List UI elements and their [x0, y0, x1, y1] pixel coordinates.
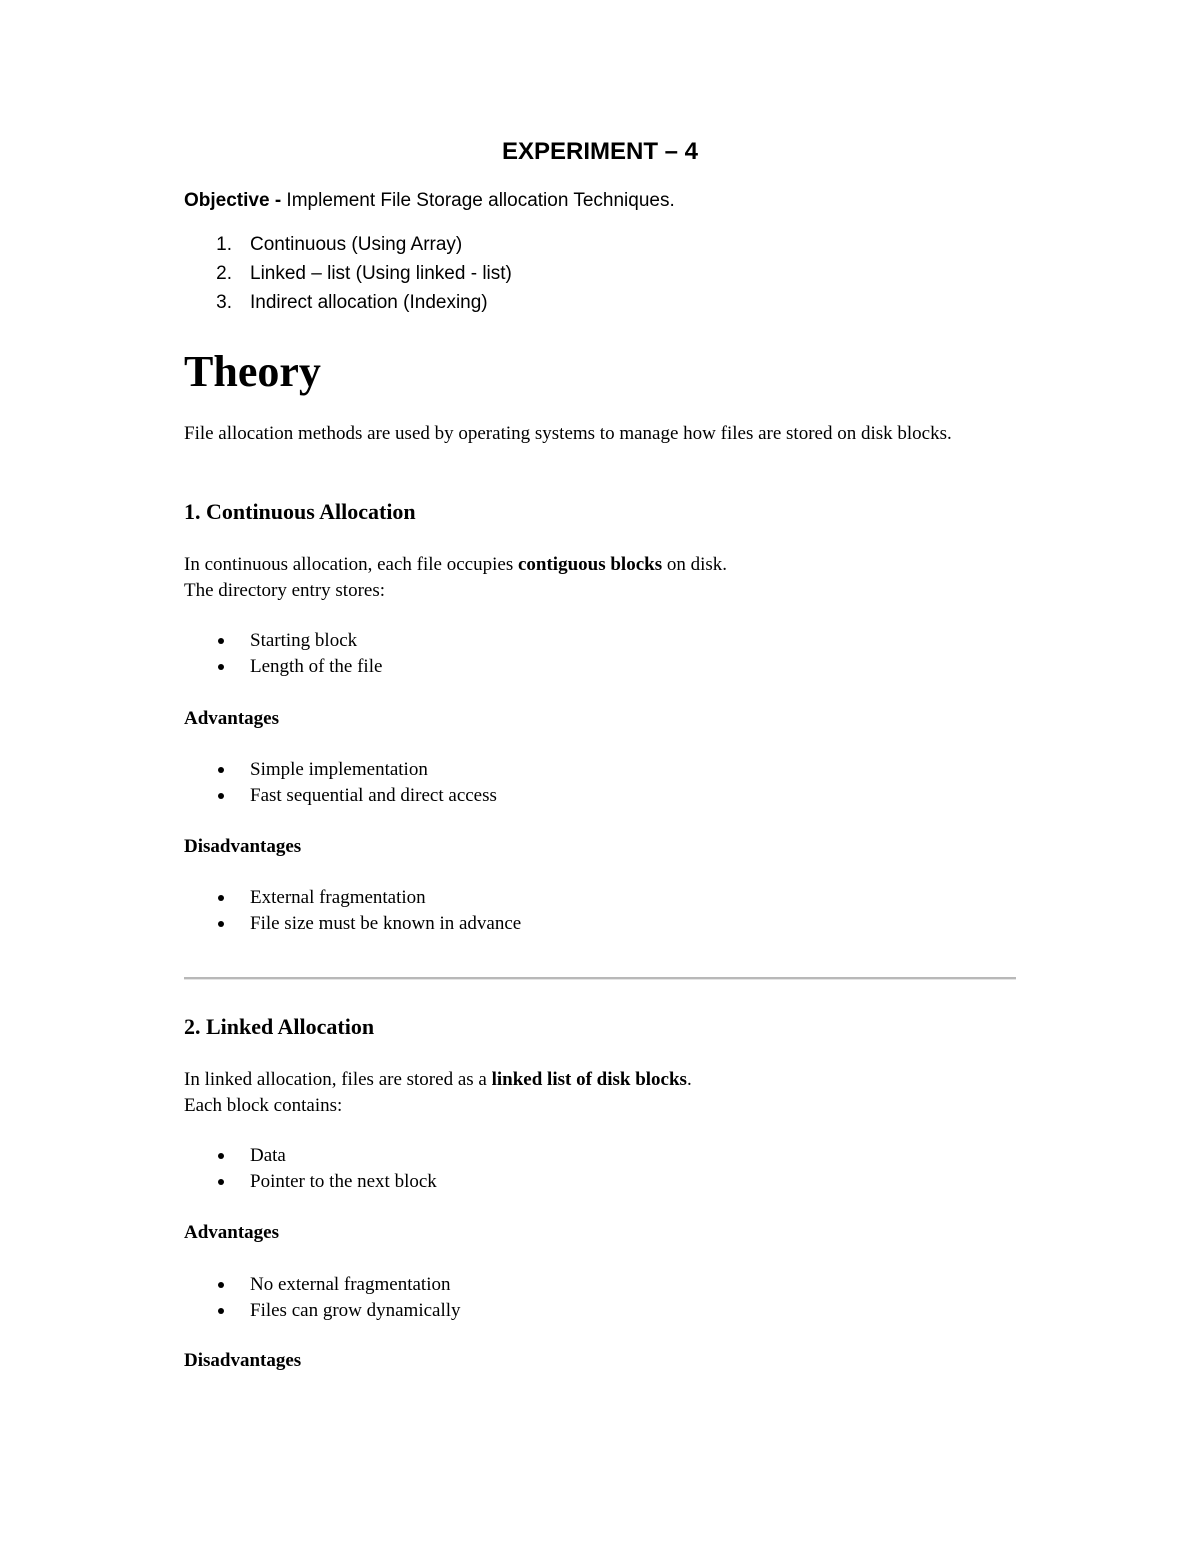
continuous-desc-end: on disk.: [662, 554, 728, 575]
linked-desc-text: In linked allocation, files are stored as a: [184, 1069, 492, 1090]
list-item-text: Simple implementation: [250, 759, 428, 780]
continuous-disadvantages-heading: Disadvantages: [184, 836, 302, 857]
continuous-desc-bold: contiguous blocks: [517, 554, 663, 575]
horizontal-divider: [184, 977, 1016, 979]
list-item-text: Continuous (Using Array): [250, 234, 463, 255]
list-item-text: Data: [250, 1145, 286, 1166]
bullet-icon: [218, 664, 224, 670]
list-item: [184, 757, 497, 783]
list-item: [184, 230, 512, 259]
list-item-text: Fast sequential and direct access: [250, 784, 497, 806]
continuous-heading: 1. Continuous Allocation: [184, 499, 416, 524]
list-item-text: External fragmentation: [250, 887, 426, 908]
linked-desc-end: .: [686, 1069, 692, 1090]
bullet-icon: [218, 1308, 224, 1314]
linked-disadvantages-heading: Disadvantages: [184, 1350, 302, 1371]
list-item: [184, 628, 382, 654]
list-item-text: Indirect allocation (Indexing): [250, 292, 488, 313]
linked-heading: 2. Linked Allocation: [184, 1014, 375, 1039]
bullet-icon: [218, 638, 224, 644]
continuous-desc-line2: The directory entry stores:: [184, 579, 386, 601]
objective-text: Implement File Storage allocation Techniques.: [281, 190, 675, 211]
bullet-icon: [218, 895, 224, 901]
linked-advantages-list: [184, 1272, 461, 1323]
list-item-text: Starting block: [250, 630, 358, 651]
list-item-text: Files can grow dynamically: [250, 1299, 461, 1321]
objective-label: Objective -: [184, 190, 282, 211]
list-item: [184, 1143, 437, 1169]
list-item-text: Length of the file: [250, 655, 383, 677]
list-number: 1.: [216, 234, 232, 255]
continuous-advantages-heading: Advantages: [184, 708, 280, 729]
list-item: [184, 1169, 437, 1195]
list-item: [184, 1298, 461, 1324]
techniques-list: [184, 230, 512, 317]
list-item: [184, 783, 497, 809]
continuous-description: [184, 552, 1024, 603]
page-title: EXPERIMENT – 4: [501, 138, 699, 165]
bullet-icon: [218, 921, 224, 927]
list-item: [184, 911, 521, 937]
list-item: [184, 288, 512, 317]
list-item: [184, 885, 521, 911]
list-item: [184, 654, 382, 680]
linked-description: [184, 1067, 1024, 1118]
continuous-disadvantages-list: [184, 885, 521, 936]
bullet-icon: [218, 1282, 224, 1288]
list-number: 2.: [216, 263, 232, 284]
continuous-entries-list: [184, 628, 382, 679]
bullet-icon: [218, 1179, 224, 1185]
theory-heading: Theory: [184, 347, 321, 396]
list-item: [184, 259, 512, 288]
list-item-text: Linked – list (Using linked - list): [250, 263, 512, 284]
linked-entries-list: [184, 1143, 437, 1194]
list-item-text: Pointer to the next block: [250, 1170, 437, 1192]
continuous-desc-text: In continuous allocation, each file occupies: [184, 554, 518, 575]
linked-desc-line2: Each block contains:: [184, 1094, 343, 1116]
bullet-icon: [218, 793, 224, 799]
bullet-icon: [218, 1153, 224, 1159]
list-item-text: File size must be known in advance: [250, 912, 522, 934]
list-item: [184, 1272, 461, 1298]
continuous-advantages-list: [184, 757, 497, 808]
list-item-text: No external fragmentation: [250, 1274, 451, 1295]
list-number: 3.: [216, 292, 232, 313]
bullet-icon: [218, 767, 224, 773]
linked-desc-bold: linked list of disk blocks: [491, 1069, 687, 1090]
objective-line: [184, 188, 675, 214]
theory-intro: File allocation methods are used by operating systems to manage how files are stored on disk blocks.: [184, 423, 952, 444]
linked-advantages-heading: Advantages: [184, 1222, 280, 1243]
